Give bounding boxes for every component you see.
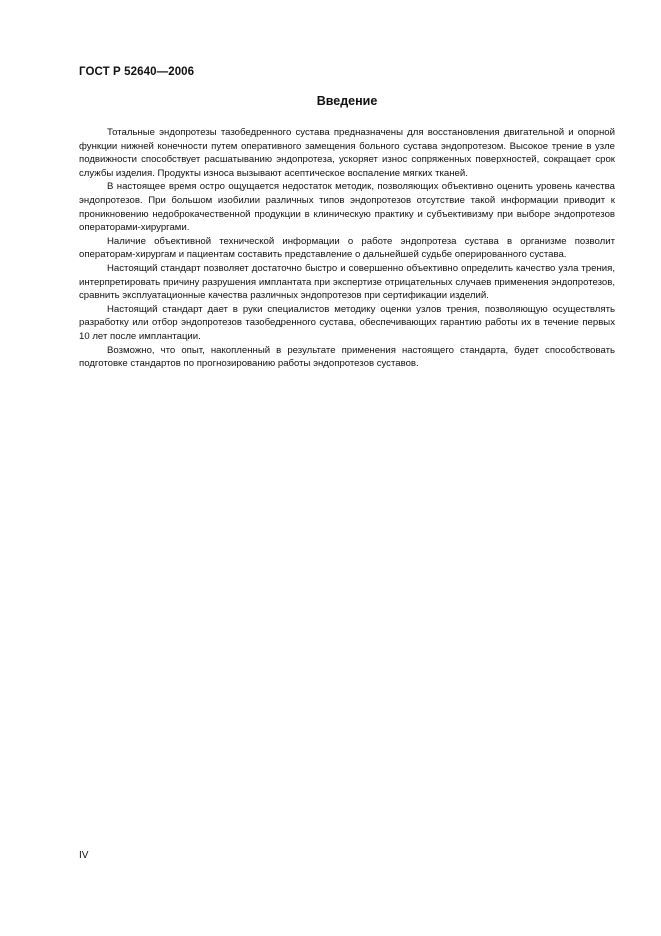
- paragraph-3: Наличие объективной технической информации о работе эндопротеза сустава в организме позволит операторам-хирургам и пациентам составить представление о дальнейшей судьбе оперированного сустава.: [79, 235, 615, 261]
- paragraph-2: В настоящее время остро ощущается недостаток методик, позволяющих объективно оценить уровень качества эндопротезов. При большом изобилии различных типов эндопротезов отсутствие такой информации приводит к проникновению недоброкачественной продукции в клиническую практику и субъективизму при выборе эндопротезов операторами-хирургами.: [79, 181, 615, 234]
- section-title: Введение: [316, 94, 378, 108]
- paragraph-4: Настоящий стандарт позволяет достаточно быстро и совершенно объективно определить качество узла трения, интерпретировать причину разрушения имплантата при экспертизе отрицательных случаев применения эндопротезов, сравнить эксплуатационные качества различных эндопротезов при сертификации изделий.: [79, 262, 615, 302]
- document-standard-id: ГОСТ Р 52640—2006: [79, 66, 195, 78]
- body-text: [79, 126, 615, 371]
- paragraph-6: Возможно, что опыт, накопленный в результате применения настоящего стандарта, будет способствовать подготовке стандартов по прогнозированию работы эндопротезов суставов.: [79, 344, 615, 370]
- page-number: IV: [79, 850, 89, 861]
- paragraph-1: Тотальные эндопротезы тазобедренного сустава предназначены для восстановления двигательной и опорной функции нижней конечности путем оперативного замещения больного сустава эндопротезом. Высокое трение в узле подвижности способствует расшатыванию эндопротеза, ускоряет износ сопряженных поверхностей, сокращает срок службы изделия. Продукты износа вызывают асептическое воспаление мягких тканей.: [79, 127, 615, 179]
- paragraph-5: Настоящий стандарт дает в руки специалистов методику оценки узлов трения, позволяющую осуществлять разработку или отбор эндопротезов тазобедренного сустава, обеспечивающих гарантию работы их в течение первых 10 лет после имплантации.: [79, 303, 615, 342]
